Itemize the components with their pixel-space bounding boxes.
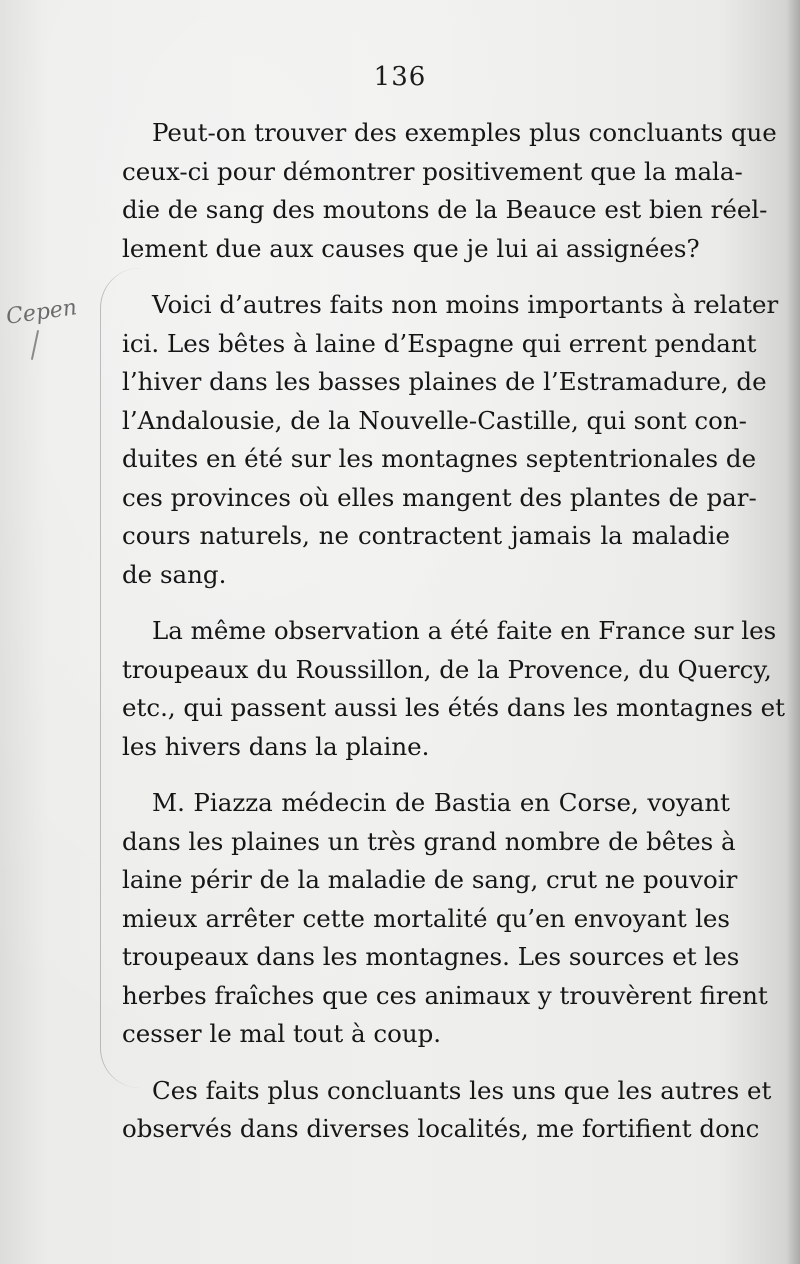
text-line: cours naturels, ne contractent jamais la maladie (122, 521, 730, 550)
text-line: ici. Les bêtes à laine d’Espagne qui errent pendant (122, 328, 757, 358)
paragraph-4 (122, 784, 768, 1054)
text-line: cesser le mal tout à coup. (122, 1019, 442, 1048)
text-line: l’Andalousie, de la Nouvelle-Castille, qui sont con- (122, 405, 747, 435)
text-line: dans les plaines un très grand nombre de bêtes à (122, 826, 736, 856)
text-line: les hivers dans la plaine. (122, 731, 430, 761)
text-line: ceux-ci pour démontrer positivement que la mala- (122, 156, 743, 186)
text-line: troupeaux du Roussillon, de la Provence, du Quercy, (122, 654, 772, 684)
text-line: M. Piazza médecin de Bastia en Corse, voyant (152, 788, 730, 817)
text-line: La même observation a été faite en France sur les (152, 616, 777, 645)
text-line: Ces faits plus concluants les uns que les autres et (152, 1075, 772, 1105)
paragraph-5 (122, 1072, 772, 1149)
margin-pencil-mark (31, 330, 39, 360)
text-line: de sang. (122, 559, 227, 589)
paragraph-2 (122, 286, 779, 594)
text-line: ces provinces où elles mangent des plantes de par- (122, 482, 757, 512)
text-line: Peut-on trouver des exemples plus concluants que (152, 118, 777, 147)
margin-annotation: Cepen (4, 295, 79, 330)
text-line: laine périr de la maladie de sang, crut ne pouvoir (122, 865, 738, 894)
text-line: herbes fraîches que ces animaux y trouvèrent firent (122, 980, 768, 1010)
text-line: observés dans diverses localités, me fortifient donc (122, 1114, 760, 1143)
text-line: lement due aux causes que je lui ai assignées? (122, 233, 700, 263)
page-edge-shadow (786, 0, 800, 1264)
text-line: Voici d’autres faits non moins importants à relater (152, 290, 779, 319)
text-line: etc., qui passent aussi les étés dans les montagnes et (122, 693, 785, 722)
page-number: 136 (373, 62, 427, 92)
body-text (122, 114, 785, 1167)
paragraph-1 (122, 114, 777, 268)
text-line: die de sang des moutons de la Beauce est bien réel- (122, 195, 768, 224)
text-line: l’hiver dans les basses plaines de l’Estramadure, de (122, 367, 767, 396)
text-line: mieux arrêter cette mortalité qu’en envoyant les (122, 903, 730, 933)
text-line: troupeaux dans les montagnes. Les sources et les (122, 942, 740, 971)
text-line: duites en été sur les montagnes septentrionales de (122, 444, 757, 473)
paragraph-3 (122, 612, 785, 766)
